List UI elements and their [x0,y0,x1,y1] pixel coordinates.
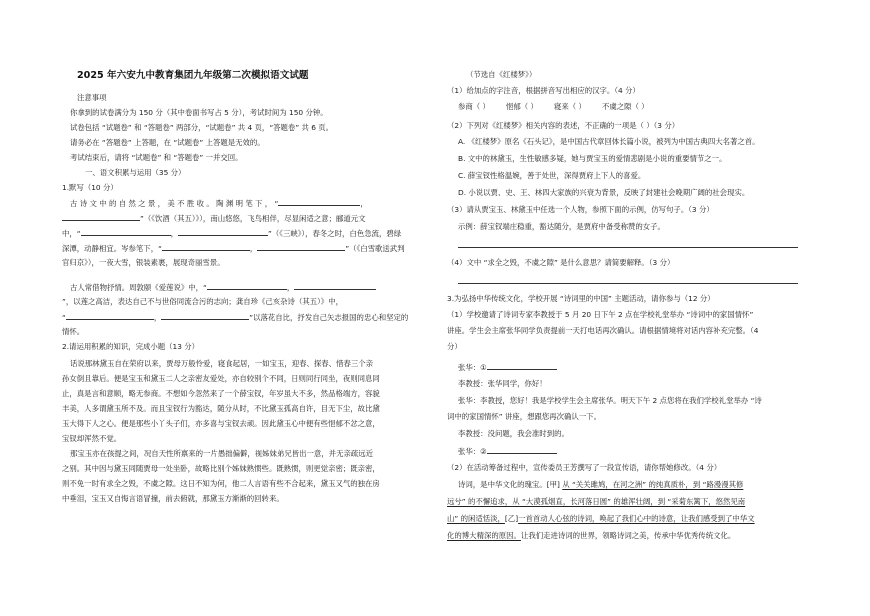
notice-line: 你拿到的试卷满分为 150 分（其中卷面书写占 5 分），考试时间为 150 分钟。 [70,108,328,117]
passage-line: 那宝玉亦在孩提之间，况自天性所禀来的一片愚拙偏僻，视姊妹弟兄皆出一意，并无亲疏远近 [70,449,374,458]
promo-underlined: 化的博大精深的原因。 [447,531,521,540]
dictation-line: 深潭，动静相宜。岑参笔下，“ ， ”（《白雪歌送武判 [62,244,405,253]
question-text: 讲座。学生会主席张华同学负责提前一天打电话再次确认。请根据情境将对话内容补充完整。（4 [447,326,759,335]
passage-line: 则不免一时有求全之毁，不虞之隙。这日不知为何，他二人言语有些不合起来，黛玉又气的独在房 [62,479,380,488]
dictation-line: 古 诗 文 中 的 自 然 之 景 ， 美 不 胜 收 。 陶 渊 明 笔 下 ， “ ， [70,199,368,208]
choice-d: D. 小说以贾、史、王、林四大家族的兴衰为背景，反映了封建社会晚期广阔的社会现实。 [458,188,750,197]
promo-line [458,480,743,490]
answer-blank[interactable] [161,312,249,320]
dictation-text: ”（《饮酒（其五）》），南山悠悠，飞鸟相伴，尽显闲适之意；郦道元文 [140,214,366,223]
dictation-line: 情怀。 [62,327,85,336]
question-text: （2）下列对《红楼梦》相关内容的表述，不正确的一项是（ ）（3 分） [447,121,680,130]
notice-line: 考试结束后，请将 “试题卷” 和 “答题卷” 一并交回。 [70,153,243,162]
dictation-line: ”，以莲之高洁，表达自己不与世俗同流合污的志向；龚自珍《己亥杂诗（其五）》中， [62,297,343,306]
dialogue-line: 李教授：没问题，我会准时到的。 [458,429,569,438]
dictation-text: 古人常借物抒情。周敦颐《爱莲说》中，“ [70,283,207,292]
question-text: （2）在活动筹备过程中，宣传委员王芳撰写了一段宣传语，请你帮她修改。（4 分） [447,463,722,472]
answer-blank[interactable] [162,243,250,251]
example-text: 示例：薛宝钗端庄稳重，豁达随分，是贾府中备受称赞的女子。 [458,222,665,231]
answer-blank[interactable] [294,282,376,290]
passage-line: 宝钗却浑然不觉。 [62,434,122,443]
dictation-line [62,213,366,224]
answer-blank[interactable] [178,228,268,236]
question-text: （3）请从贾宝玉、林黛玉中任选一个人物，参照下面的示例，仿写句子。（3 分） [447,205,714,214]
answer-blank[interactable] [487,446,557,454]
section-heading: 一、语文积累与运用（35 分） [85,168,186,177]
choice-c: C. 薛宝钗性格温婉，善于处世，深得贾府上下人的喜爱。 [458,171,646,180]
passage-line: 之别。其中因与黛玉同随贾母一处坐卧，故略比别个姊妹熟惯些。既熟惯，则更觉亲密；既亲密， [62,464,380,473]
passage-line: 中垂泪，宝玉又自悔言语冒撞，前去俯就，那黛玉方渐渐的回转来。 [62,494,284,503]
pinyin-item: 不虞之隙（ ） [602,102,649,111]
passage-line: 话说那林黛玉自在荣府以来，贾母万般怜爱，寝食起居，一如宝玉，迎春、探春、惜春三个亲 [70,359,374,368]
dictation-line: 官归京》），一夜大雪，银装素裹，展现奇丽雪景。 [62,258,225,267]
answer-blank[interactable] [207,282,287,290]
dictation-text: 古 诗 文 中 的 自 然 之 景 ， 美 不 胜 收 。 陶 渊 明 笔 下 ， “ [70,199,279,208]
question-text: （4）文中 “求全之毁，不虞之隙” 是什么意思？请简要解释。（3 分） [447,258,675,267]
question-heading: 2.请运用积累的知识，完成小题（13 分） [62,342,200,351]
dialogue-line [458,446,557,457]
question-heading: 3.为弘扬中华传统文化，学校开展 “诗词里的中国” 主题活动，请你参与（12 分） [447,294,715,303]
dialogue-line: 李教授：张华同学，你好！ [458,379,547,388]
answer-blank[interactable] [66,312,154,320]
answer-line[interactable] [458,247,798,248]
answer-blank[interactable] [278,198,360,206]
question-heading: 1.默写（10 分） [62,183,118,192]
pinyin-item: 寝来（ ） [554,102,586,111]
promo-underlined: 山” 的闲适恬淡， [447,514,505,523]
answer-line[interactable] [458,283,798,284]
notice-heading: 注意事项 [77,93,107,102]
promo-underlined: 从 “关关雎鸠，在河之洲” 的纯真质朴，到 “路漫漫其修 [562,480,744,489]
passage-line: 丰美，人多谓黛玉所不及。而且宝钗行为豁达，随分从时，不比黛玉孤高自许，目无下尘，故比黛 [62,404,380,413]
dictation-line: 中，“ ， ”（《三峡》），春冬之时，白色急流，碧绿 [62,229,402,238]
dialogue-line [458,362,557,373]
promo-underlined: 一首首动人心弦的诗词，唤起了我们心中的诗意，让我们感受到了中华文 [518,514,755,523]
question-text: （1）学校邀请了诗词专家李教授于 5 月 20 日下午 2 点在学校礼堂举办 “诗词中的家国情怀” [447,310,754,319]
dictation-text: ”（《三峡》），春冬之时，白色急流，碧绿 [268,229,402,238]
answer-blank[interactable] [62,213,140,221]
passage-line: 止，真是言和意顺，略无参商。不想如今忽然来了一个薛宝钗，年岁虽大不多，然品格端方，容貌 [62,389,380,398]
dictation-text: 深潭，动静相宜。岑参笔下，“ [62,244,162,253]
question-text: （1）给加点的字注音，根据拼音写出相应的汉字。（4 分） [447,86,640,95]
pinyin-item: 悒郁（ ） [506,102,538,111]
passage-line: 玉大得下人之心。便是那些小丫头子们，亦多喜与宝钗去顽。因此黛玉心中便有些悒郁不忿之意， [62,419,380,428]
dialogue-speaker: 张华：② [458,447,487,456]
dictation-text: 中，“ [62,229,81,238]
promo-marker: [乙] [504,514,519,523]
promo-text: 让我们走进诗词的世界，领略诗词之美，传承中华优秀传统文化。 [520,531,736,540]
passage-line: 孙女倒且靠后。便是宝玉和黛玉二人之亲密友爱处，亦自较别个不同，日则同行同坐，夜则同息同 [62,374,380,383]
promo-line [447,531,735,541]
dictation-text: ”（《白雪歌送武判 [345,244,405,253]
dialogue-speaker: 张华：① [458,363,487,372]
answer-blank[interactable] [257,243,345,251]
promo-text: 诗词，是中华文化的瑰宝。[甲] [458,480,560,489]
dictation-line: 古人常借物抒情。周敦颐《爱莲说》中，“ ， [70,282,376,293]
dialogue-line: 词中的家国情怀” 讲座，想跟您再次确认一下。 [447,412,601,421]
choice-b: B. 文中的林黛玉，生性敏感多疑，她与贾宝玉的爱情悲剧是小说的重要情节之一。 [458,154,727,163]
answer-blank[interactable] [487,362,557,370]
pinyin-item: 参商（ ） [458,102,490,111]
promo-line [447,514,755,524]
dictation-text: “ [62,313,66,322]
dialogue-line: 张华：李教授，您好！我是学校学生会主席张华。明天下午 2 点您将在我们学校礼堂举办 “诗 [458,396,762,405]
question-text: 分） [447,342,462,351]
dictation-text: ”以落花自比，抒发自己矢志报国的忠心和坚定的 [249,313,409,322]
notice-line: 试卷包括 “试题卷” 和 “答题卷” 两部分，“试题卷” 共 4 页，“答题卷” 共 6 页。 [70,123,334,132]
passage-source: （节选自《红楼梦》） [466,70,537,79]
notice-line: 请务必在 “答题卷” 上答题，在 “试题卷” 上答题是无效的。 [70,138,265,147]
exam-title: 2025 年六安九中教育集团九年级第二次模拟语文试题 [77,70,309,81]
promo-line [447,497,745,507]
dictation-line: “ ， ”以落花自比，抒发自己矢志报国的忠心和坚定的 [62,313,409,322]
answer-blank[interactable] [81,228,171,236]
promo-underlined: 远兮” 的不懈追求，从 “大漠孤烟直，长河落日圆” 的雄浑壮阔，到 “采菊东篱下，悠然见南 [447,497,746,506]
choice-a: A. 《红楼梦》原名《石头记》，是中国古代章回体长篇小说，被列为中国古典四大名著之首。 [458,137,760,146]
